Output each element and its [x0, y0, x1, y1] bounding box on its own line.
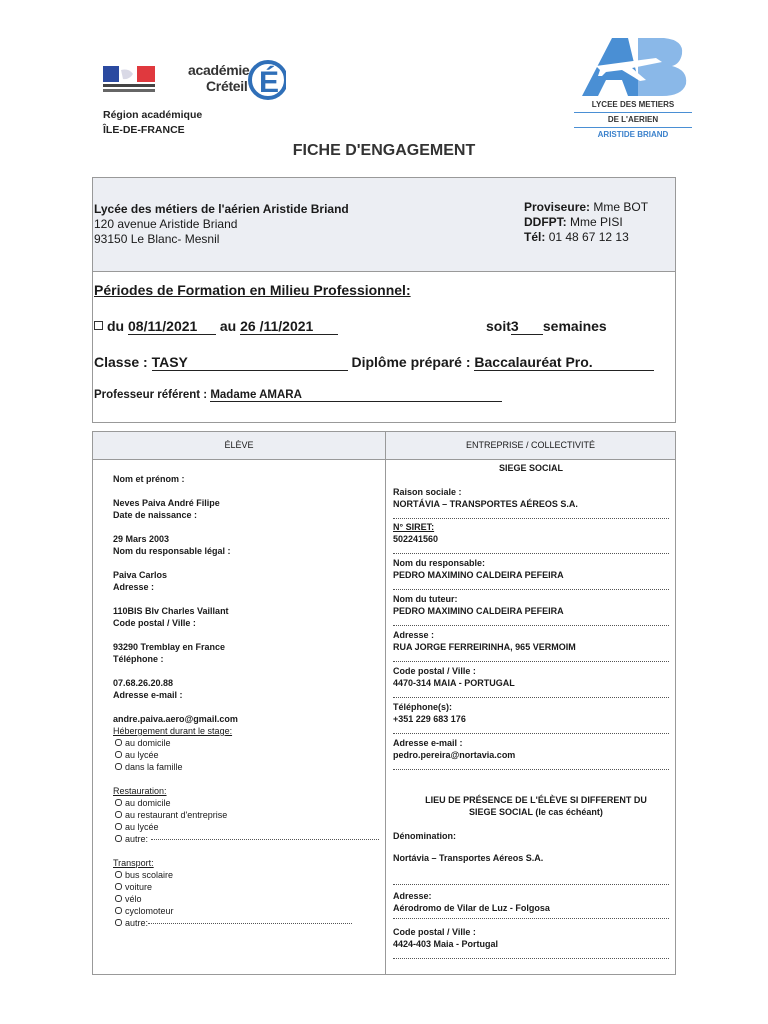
- eleve-city[interactable]: 93290 Tremblay en France: [113, 642, 226, 652]
- lycee-ab-logo: [576, 36, 690, 98]
- siege-social-label: SIEGE SOCIAL: [498, 463, 563, 473]
- entreprise-tel-value: +351 229 683 176: [393, 714, 466, 724]
- radio-icon: [115, 811, 122, 818]
- responsable-field[interactable]: Nom du responsable: PEDRO MAXIMINO CALDEIRA PEFEIRA: [393, 557, 669, 590]
- school-phone: 01 48 67 12 13: [548, 230, 629, 244]
- school-info-box: [92, 177, 676, 423]
- lieu-adresse-value: Aérodromo de Vilar de Luz - Folgosa: [393, 903, 550, 913]
- radio-icon: [115, 835, 122, 842]
- school-info-header: [93, 178, 675, 272]
- eleve-birthdate[interactable]: 29 Mars 2003: [113, 534, 170, 544]
- entreprise-header: ENTREPRISE / COLLECTIVITÉ: [386, 432, 675, 460]
- school-address-1: 120 avenue Aristide Briand: [94, 217, 238, 231]
- responsable-value: PEDRO MAXIMINO CALDEIRA PEFEIRA: [393, 570, 564, 580]
- lycee-ab-text: [574, 98, 692, 142]
- diplome-value[interactable]: Baccalauréat Pro.: [474, 354, 654, 371]
- entreprise-cp-field[interactable]: Code postal / Ville : 4470-314 MAIA - PORTUGAL: [393, 665, 669, 698]
- option-transport-bus[interactable]: bus scolaire: [113, 869, 379, 881]
- eleve-name[interactable]: Neves Paiva André Filipe: [113, 498, 220, 508]
- option-restauration-entreprise[interactable]: au restaurant d'entreprise: [113, 809, 379, 821]
- school-address-2: 93150 Le Blanc- Mesnil: [94, 232, 220, 246]
- radio-icon: [115, 895, 122, 902]
- page-title: FICHE D'ENGAGEMENT: [292, 142, 476, 159]
- option-hebergement-domicile[interactable]: au domicile: [113, 737, 379, 749]
- lieu-heading: LIEU DE PRÉSENCE DE L'ÉLÈVE SI DIFFERENT DU SIEGE SOCIAL (le cas échéant): [425, 795, 647, 817]
- option-transport-cyclomoteur[interactable]: cyclomoteur: [113, 905, 379, 917]
- republique-francaise-logo: [103, 66, 155, 96]
- tuteur-field[interactable]: Nom du tuteur: PEDRO MAXIMINO CALDEIRA PEFEIRA: [393, 593, 669, 626]
- option-transport-autre[interactable]: autre:: [113, 917, 379, 929]
- column-divider: [385, 432, 386, 974]
- school-contacts: Proviseure: Mme BOT DDFPT: Mme PISI Tél: 01 48 67 12 13: [524, 200, 649, 244]
- denomination-label: Dénomination:: [393, 831, 456, 841]
- school-address: [94, 202, 349, 247]
- entreprise-adresse-field[interactable]: Adresse : RUA JORGE FERREIRINHA, 965 VERMOIM: [393, 629, 669, 662]
- engagement-table: [92, 431, 676, 975]
- date-end[interactable]: 26 /11/2021: [240, 318, 338, 335]
- radio-icon: [115, 919, 122, 926]
- siret-field[interactable]: N° SIRET: 502241560: [393, 521, 669, 554]
- eleve-header: ÉLÈVE: [93, 432, 385, 460]
- lycee-line-2: DE L'AERIEN: [574, 112, 692, 128]
- radio-icon: [115, 907, 122, 914]
- lieu-cp-value: 4424-403 Maia - Portugal: [393, 939, 499, 949]
- period-row: du 08/11/2021 au 26 /11/2021: [94, 318, 338, 335]
- eleve-phone[interactable]: 07.68.26.20.88: [113, 678, 174, 688]
- prof-value[interactable]: Madame AMARA: [210, 389, 502, 402]
- radio-icon: [115, 763, 122, 770]
- radio-icon: [115, 883, 122, 890]
- denomination-field[interactable]: [393, 852, 669, 885]
- region-academique: [103, 108, 202, 138]
- restauration-label: Restauration:: [113, 786, 167, 796]
- lycee-line-3: ARISTIDE BRIAND: [597, 130, 669, 139]
- classe-row: Classe : TASY Diplôme préparé : Baccalauréat Pro.: [94, 354, 654, 371]
- eleve-guardian[interactable]: Paiva Carlos: [113, 570, 168, 580]
- radio-icon: [115, 739, 122, 746]
- transport-label: Transport:: [113, 858, 154, 868]
- lieu-cp-field[interactable]: Code postal / Ville : 4424-403 Maia - Portugal: [393, 926, 669, 959]
- option-hebergement-famille[interactable]: dans la famille: [113, 761, 379, 773]
- lycee-line-1: LYCEE DES METIERS: [591, 100, 675, 109]
- raison-sociale-field[interactable]: Raison sociale : NORTÁVIA – TRANSPORTES AÉREOS S.A.: [393, 486, 669, 519]
- denomination-value: Nortávia – Transportes Aéreos S.A.: [393, 853, 544, 863]
- tuteur-value: PEDRO MAXIMINO CALDEIRA PEFEIRA: [393, 606, 564, 616]
- region-line-2: ÎLE-DE-FRANCE: [103, 124, 185, 136]
- classe-value[interactable]: TASY: [152, 354, 348, 371]
- option-restauration-lycee[interactable]: au lycée: [113, 821, 379, 833]
- entreprise-email-field[interactable]: Adresse e-mail : pedro.pereira@nortavia.com: [393, 737, 669, 770]
- svg-text:É: É: [259, 66, 280, 99]
- lieu-adresse-field[interactable]: Adresse: Aérodromo de Vilar de Luz - Folgosa: [393, 890, 669, 919]
- radio-icon: [115, 823, 122, 830]
- hebergement-label: Hébergement durant le stage:: [113, 726, 233, 736]
- academie-creteil-logo: académie Créteil É: [186, 40, 286, 110]
- entreprise-tel-field[interactable]: Téléphone(s): +351 229 683 176: [393, 701, 669, 734]
- entreprise-adresse-value: RUA JORGE FERREIRINHA, 965 VERMOIM: [393, 642, 576, 652]
- raison-sociale-value: NORTÁVIA – TRANSPORTES AÉREOS S.A.: [393, 499, 578, 509]
- entreprise-email-value: pedro.pereira@nortavia.com: [393, 750, 516, 760]
- proviseur: Mme BOT: [593, 200, 649, 214]
- radio-icon: [115, 799, 122, 806]
- radio-icon: [115, 751, 122, 758]
- option-restauration-domicile[interactable]: au domicile: [113, 797, 379, 809]
- option-restauration-autre[interactable]: autre:: [113, 833, 379, 845]
- eleve-column: Nom et prénom : Neves Paiva André Filipe Date de naissance : 29 Mars 2003 Nom du responsable légal : Paiva Carlos Adresse : 110BIS Blv Charles Vaillant Code postal / Ville : 93290 Tremblay en France Téléphone : 07.68.26.20.88 Adresse e-mail : andre.paiva.aero@gmail.com Hébergement durant le stage: au domicile au lycée dans la famille Restauration: au domicile au restaurant d'entreprise au lycée autre: Transport: bus scolaire voiture vélo cyclomoteur autre:: [113, 473, 379, 929]
- eleve-address[interactable]: 110BIS Blv Charles Vaillant: [113, 606, 229, 616]
- weeks-value[interactable]: 3: [511, 318, 543, 335]
- entreprise-cp-value: 4470-314 MAIA - PORTUGAL: [393, 678, 515, 688]
- pfmp-heading: Périodes de Formation en Milieu Professionnel:: [94, 282, 411, 298]
- ddfpt: Mme PISI: [570, 215, 623, 229]
- school-name: Lycée des métiers de l'aérien Aristide Briand: [94, 202, 349, 216]
- siret-value: 502241560: [393, 534, 439, 544]
- prof-row: Professeur référent : Madame AMARA: [94, 389, 502, 402]
- period-checkbox[interactable]: [94, 321, 103, 330]
- date-start[interactable]: 08/11/2021: [128, 318, 216, 335]
- weeks-row: soit3 semaines: [486, 318, 607, 334]
- option-transport-voiture[interactable]: voiture: [113, 881, 379, 893]
- eleve-email[interactable]: andre.paiva.aero@gmail.com: [113, 714, 238, 724]
- radio-icon: [115, 871, 122, 878]
- option-transport-velo[interactable]: vélo: [113, 893, 379, 905]
- option-hebergement-lycee[interactable]: au lycée: [113, 749, 379, 761]
- region-line-1: Région académique: [103, 109, 203, 121]
